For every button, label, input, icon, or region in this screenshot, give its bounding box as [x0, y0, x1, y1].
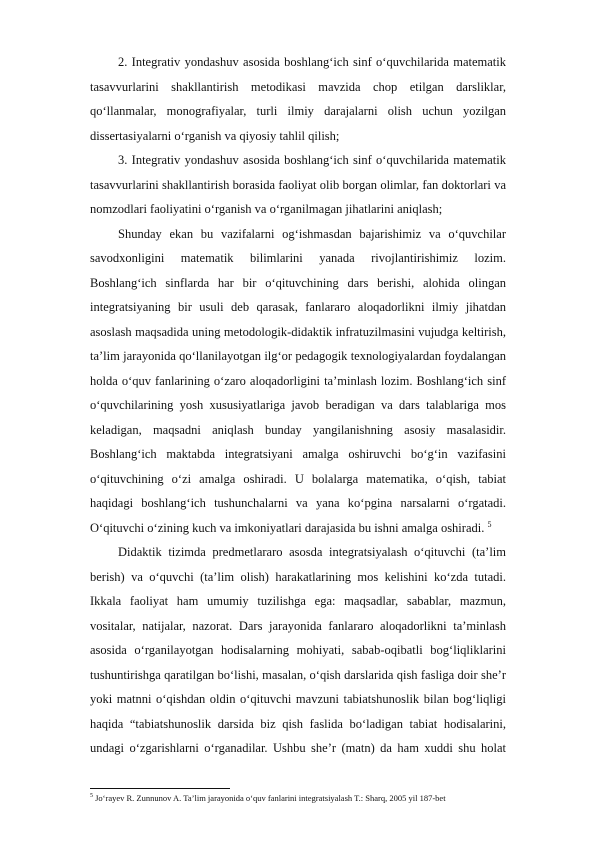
paragraph-tasks — [90, 222, 506, 541]
paragraph-text: 2. Integrativ yondashuv asosida boshlang‘ich sinf o‘quvchilarida matematik tasavvurlarini shakllantirish metodikasi mavzida chop etilgan darsliklar, qo‘llanmalar, monografiyalar, turli ilmiy darajalarni olish uchun yozilgan dissertasiyalarni o‘rganish va qiyosiy tahlil qilish; — [90, 55, 506, 143]
footnote — [90, 792, 506, 804]
document-body — [90, 50, 506, 761]
footnote-reference[interactable]: 5 — [487, 519, 492, 529]
paragraph-text: Didaktik tizimda predmetlararo asosda integratsiyalash o‘qituvchi (ta’lim berish) va o‘quvchi (ta’lim olish) harakatlarining mos kelishini ko‘zda tutadi. Ikkala faoliyat ham umumiy tuzilishga ega: maqsadlar, sabablar, mazmun, vositalar, natijalar, nazorat. Dars jarayonida fanlararo aloqadorlikni ta’minlash asosida o‘rganilayotgan hodisalarning mohiyati, sabab-oqibatli bog‘liqliklarini tushuntirishga qaratilgan bo‘lishi, masalan, o‘qish darslarida qish fasliga doir she’r yoki matnni o‘qishdan oldin o‘qituvchi mavzuni tabiatshunoslik bilan bog‘liqligi haqida “tabiatshunoslik darsida biz qish faslida bo‘ladigan tabiat hodisalarini, undagi o‘zgarishlarni o‘rganadilar. Ushbu she’r (matn) da ham xuddi shu holat — [90, 545, 506, 755]
footnote-number: 5 — [90, 793, 93, 800]
paragraph-item-2 — [90, 50, 506, 148]
paragraph-text: Shunday ekan bu vazifalarni og‘ishmasdan bajarishimiz va o‘quvchilar savodxonligini matematik bilimlarini yanada rivojlantirishimiz lozim. Boshlang‘ich sinflarda har bir o‘qituvchining dars berishi, alohida olingan integratsiyaning bir usuli deb qarasak, fanlararo aloqadorlikni ilmiy jihatdan asoslash maqsadida uning metodologik-didaktik infratuzilmasini vujudga keltirish, ta’lim jarayonida qo‘llanilayotgan ilg‘or pedagogik texnologiyalardan foydalangan holda o‘quv fanlarining o‘zaro aloqadorligini ta’minlash lozim. Boshlang‘ich sinf o‘quvchilarining yosh xususiyatlariga javob beradigan va dars talablariga mos keladigan, maqsadni aniqlash bunday yangilanishning asosiy masalasidir. Boshlang‘ich maktabda integratsiyani amalga oshiruvchi bo‘g‘in vazifasini o‘qituvchining o‘zi amalga oshiradi. U bolalarga matematika, o‘qish, tabiat haqidagi boshlang‘ich tushunchalarni va yana ko‘pgina narsalarni o‘rgatadi. O‘qituvchi o‘zining kuch va imkoniyatlari darajasida bu ishni amalga oshiradi. — [90, 226, 506, 535]
footnote-text: Jo‘rayev R. Zunnunov A. Ta’lim jarayonida o‘quv fanlarini integratsiyalash T.: Sharq, 2005 yil 187-bet — [95, 793, 446, 803]
footnote-divider — [90, 788, 230, 789]
paragraph-text: 3. Integrativ yondashuv asosida boshlang‘ich sinf o‘quvchilarida matematik tasavvurlarini shakllantirish borasida faoliyat olib borgan olimlar, fan doktorlari va nomzodlari faoliyatini o‘rganish va o‘rganilmagan jihatlarini aniqlash; — [90, 153, 506, 216]
paragraph-didactic — [90, 540, 506, 761]
paragraph-item-3 — [90, 148, 506, 222]
